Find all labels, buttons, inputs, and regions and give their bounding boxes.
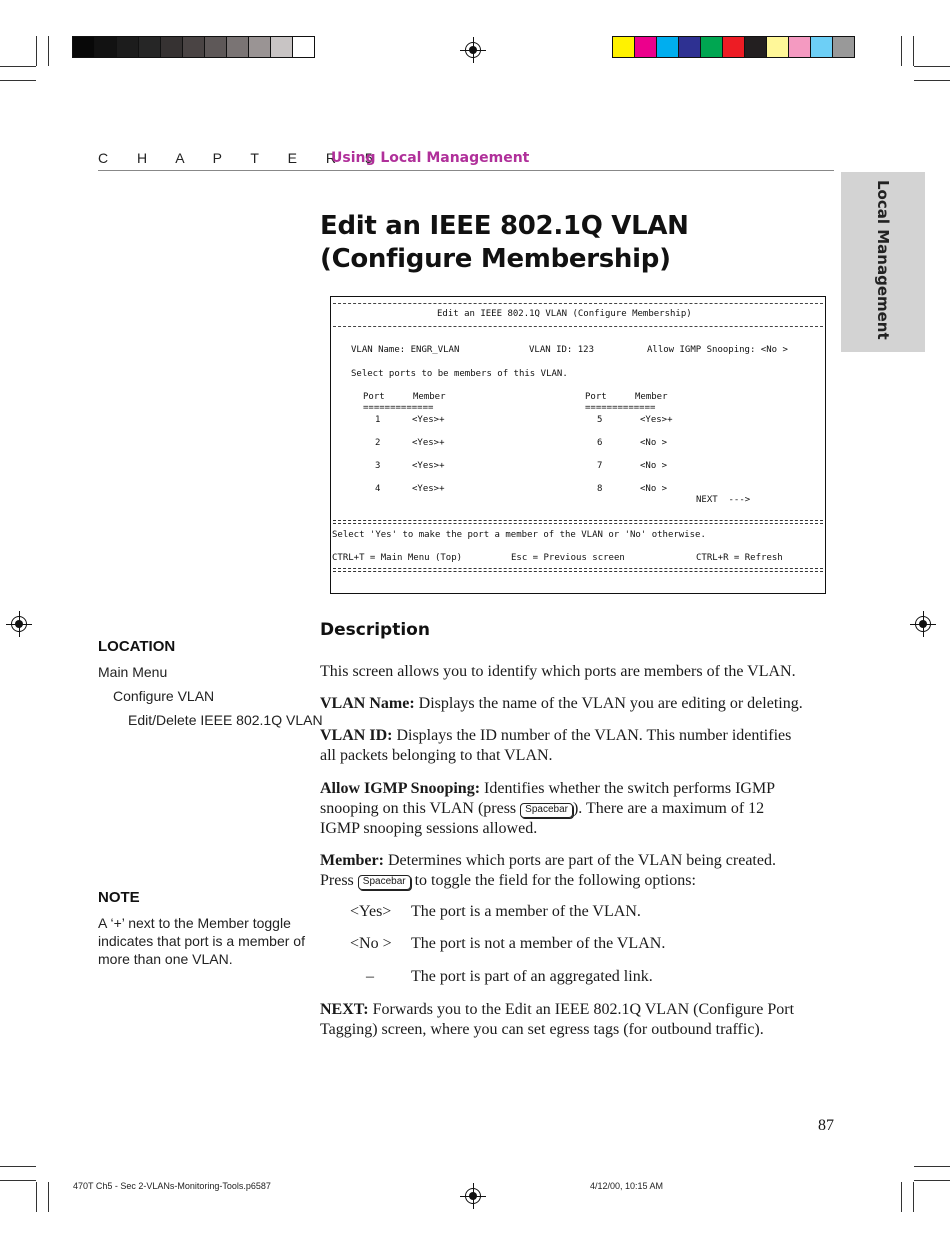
option-description: The port is part of an aggregated link. (411, 968, 653, 985)
terminal-status-line: Select 'Yes' to make the port a member of the VLAN or 'No' otherwise. (332, 530, 706, 540)
color-swatch (701, 37, 723, 57)
member-toggle[interactable]: <Yes>+ (412, 461, 445, 471)
color-swatch (73, 37, 95, 57)
vlan-name-field: VLAN Name: ENGR_VLAN (351, 345, 460, 355)
color-swatch (205, 37, 227, 57)
port-number: 2 (375, 438, 381, 448)
main-menu-shortcut[interactable]: CTRL+T = Main Menu (Top) (332, 553, 463, 563)
terminal-title: Edit an IEEE 802.1Q VLAN (Configure Membership) (437, 309, 692, 319)
note-heading: NOTE (98, 889, 140, 906)
color-swatch (789, 37, 811, 57)
member-toggle[interactable]: <No > (640, 484, 668, 494)
description-heading: Description (320, 620, 430, 640)
next-paragraph: NEXT: Forwards you to the Edit an IEEE 802.1Q VLAN (Configure Port Tagging) screen, where you can set egress tags (for outbound traffic). (320, 1001, 795, 1038)
port-number: 4 (375, 484, 381, 494)
location-item: Configure VLAN (113, 688, 215, 704)
column-underline: ============= (363, 403, 434, 413)
color-swatch (293, 37, 314, 57)
port-number: 6 (597, 438, 603, 448)
page-title: Edit an IEEE 802.1Q VLAN (Configure Membership) (320, 211, 689, 274)
vlan-id-field: VLAN ID: 123 (529, 345, 595, 355)
spacebar-key-icon: Spacebar (520, 803, 573, 818)
option-term: – (366, 968, 374, 985)
chapter-title: Using Local Management (331, 150, 530, 166)
color-swatch (95, 37, 117, 57)
color-swatch (117, 37, 139, 57)
port-number: 8 (597, 484, 603, 494)
option-description: The port is a member of the VLAN. (411, 903, 641, 920)
registration-mark-icon (6, 611, 32, 637)
port-number: 1 (375, 415, 381, 425)
vlan-name-paragraph: VLAN Name: Displays the name of the VLAN you are editing or deleting. (320, 695, 803, 712)
side-tab (841, 172, 925, 352)
color-swatch (227, 37, 249, 57)
location-heading: LOCATION (98, 638, 176, 655)
divider (333, 326, 823, 327)
igmp-paragraph: Allow IGMP Snooping: Identifies whether the switch performs IGMP snooping on this VLAN (press Spacebar ). There are a maximum of 12 IGMP snooping sessions allowed. (320, 780, 776, 837)
note-line: more than one VLAN. (98, 951, 233, 967)
color-swatch (811, 37, 833, 57)
color-swatch (161, 37, 183, 57)
member-toggle[interactable]: <Yes>+ (640, 415, 673, 425)
color-swatch (249, 37, 271, 57)
option-description: The port is not a member of the VLAN. (411, 935, 666, 952)
port-number: 3 (375, 461, 381, 471)
spacebar-key-icon: Spacebar (358, 875, 411, 890)
registration-mark-icon (460, 37, 486, 63)
previous-screen-shortcut[interactable]: Esc = Previous screen (511, 553, 625, 563)
column-header-port: Port (585, 392, 607, 402)
column-header-member: Member (635, 392, 668, 402)
chapter-label: C H A P T E R 5 (98, 150, 386, 166)
grayscale-color-bar (72, 36, 315, 58)
option-term: <No > (350, 935, 392, 952)
color-swatch (183, 37, 205, 57)
location-item: Main Menu (98, 664, 168, 680)
divider (333, 568, 823, 572)
registration-mark-icon (910, 611, 936, 637)
color-swatch (723, 37, 745, 57)
member-paragraph: Member: Determines which ports are part of the VLAN being created. Press Spacebar to toggle the field for the following options: (320, 852, 776, 889)
color-swatch (271, 37, 293, 57)
color-swatch (679, 37, 701, 57)
location-item: Edit/Delete IEEE 802.1Q VLAN (128, 712, 323, 728)
side-tab-label: Local Management (874, 180, 892, 340)
registration-mark-icon (460, 1183, 486, 1209)
member-toggle[interactable]: <Yes>+ (412, 415, 445, 425)
note-line: A ‘+’ next to the Member toggle (98, 915, 291, 931)
page-number: 87 (818, 1117, 834, 1134)
terminal-instruction: Select ports to be members of this VLAN. (351, 369, 568, 379)
option-term: <Yes> (350, 903, 392, 920)
color-swatch (657, 37, 679, 57)
note-line: indicates that port is a member of (98, 933, 305, 949)
color-swatch (613, 37, 635, 57)
header-rule (98, 170, 834, 171)
refresh-shortcut[interactable]: CTRL+R = Refresh (696, 553, 783, 563)
vlan-id-paragraph: VLAN ID: Displays the ID number of the VLAN. This number identifies all packets belonging to that VLAN. (320, 727, 792, 764)
next-option[interactable]: NEXT ---> (696, 495, 751, 505)
column-underline: ============= (585, 403, 656, 413)
divider (333, 520, 823, 524)
color-swatch (833, 37, 854, 57)
member-toggle[interactable]: <Yes>+ (412, 484, 445, 494)
intro-paragraph: This screen allows you to identify which ports are members of the VLAN. (320, 663, 796, 680)
footer-filename: 470T Ch5 - Sec 2-VLANs-Monitoring-Tools.p6587 (73, 1181, 271, 1191)
terminal-screen (330, 296, 826, 594)
color-swatch (767, 37, 789, 57)
color-swatch (745, 37, 767, 57)
column-header-member: Member (413, 392, 446, 402)
footer-timestamp: 4/12/00, 10:15 AM (590, 1181, 664, 1191)
color-swatch (139, 37, 161, 57)
divider (333, 303, 823, 304)
igmp-snooping-field[interactable]: Allow IGMP Snooping: <No > (647, 345, 788, 355)
color-swatch (635, 37, 657, 57)
port-number: 7 (597, 461, 603, 471)
column-header-port: Port (363, 392, 385, 402)
member-toggle[interactable]: <Yes>+ (412, 438, 445, 448)
member-toggle[interactable]: <No > (640, 438, 668, 448)
port-number: 5 (597, 415, 603, 425)
member-toggle[interactable]: <No > (640, 461, 668, 471)
process-color-bar (612, 36, 855, 58)
